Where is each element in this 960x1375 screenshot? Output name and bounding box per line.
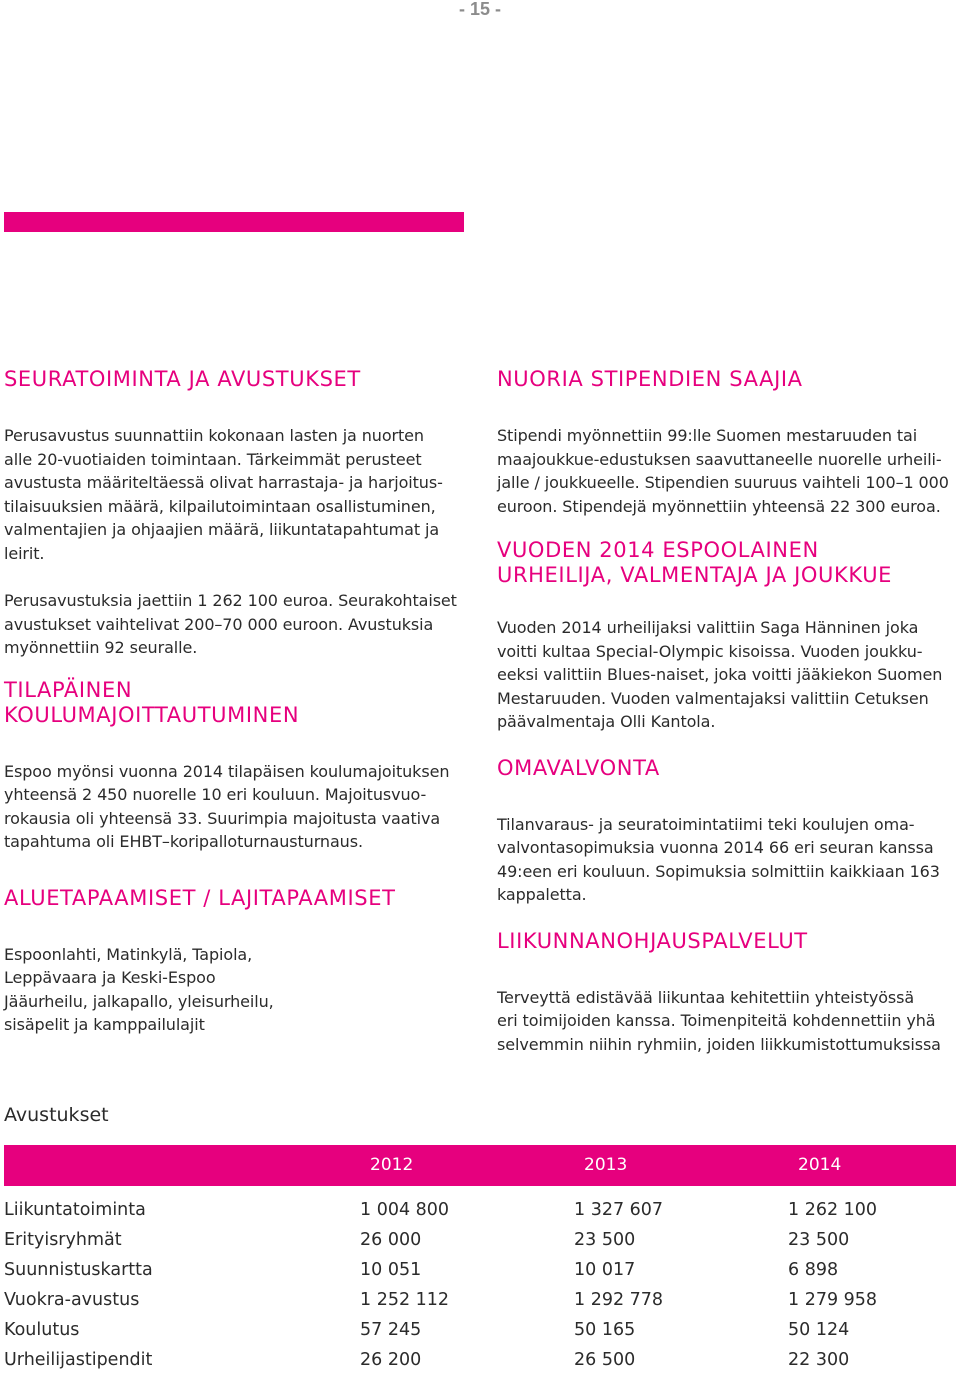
row-label: Erityisryhmät xyxy=(4,1230,122,1250)
cell-2013: 1 327 607 xyxy=(574,1200,664,1220)
cell-2013: 23 500 xyxy=(574,1230,636,1250)
table-row xyxy=(4,1315,956,1345)
cell-2014: 22 300 xyxy=(788,1350,850,1370)
column-header-2013: 2013 xyxy=(584,1155,628,1175)
heading-tilapainen: TILAPÄINEN KOULUMAJOITTAUTUMINEN xyxy=(4,677,300,727)
paragraph-liikunnanohjaus: Terveyttä edistävää liikuntaa kehitettiin yhteistyössä eri toimijoiden kanssa. Toimenpiteitä kohdennettiin yhä selvemmin niihin ryhmiin, joiden liikkumistottumuksissa xyxy=(497,987,941,1054)
cell-2014: 1 262 100 xyxy=(788,1200,878,1220)
cell-2013: 50 165 xyxy=(574,1320,636,1340)
table-row xyxy=(4,1345,956,1375)
row-label: Liikuntatoiminta xyxy=(4,1200,146,1220)
heading-omavalvonta: OMAVALVONTA xyxy=(497,755,660,780)
cell-2012: 26 200 xyxy=(360,1350,422,1370)
row-label: Urheilijastipendit xyxy=(4,1350,153,1370)
heading-seuratoiminta: SEURATOIMINTA JA AVUSTUKSET xyxy=(4,367,361,391)
cell-2014: 23 500 xyxy=(788,1230,850,1250)
paragraph-alueet: Espoonlahti, Matinkylä, Tapiola, Leppävaara ja Keski-Espoo Jääurheilu, jalkapallo, yleisurheilu, sisäpelit ja kamppailulajit xyxy=(4,944,274,1034)
paragraph-stipendit: Stipendi myönnettiin 99:lle Suomen mestaruuden tai maajoukkue-edustuksen saavuttaneelle nuorelle urheili- jalle / joukkueelle. Stipendien suuruus vaihteli 100–1 000 euroon. Stipendejä myönnettiin yhteensä 22 300 euroa. xyxy=(497,426,949,516)
row-label: Suunnistuskartta xyxy=(4,1260,153,1280)
cell-2012: 10 051 xyxy=(360,1260,422,1280)
left-column xyxy=(4,362,474,1037)
page-number: - 15 - xyxy=(458,0,501,19)
paragraph-perusavustus: Perusavustus suunnattiin kokonaan lasten ja nuorten alle 20-vuotiaiden toimintaan. Tärkeimmät perusteet avustusta määriteltäessä olivat harrastaja- ja harjoitus- tilaisuuksien määrä, kilpailutoimintaan osallistuminen, valmentajien ja ohjaajien määrä, liikuntatapahtumat ja leirit. xyxy=(4,426,443,563)
cell-2014: 50 124 xyxy=(788,1320,850,1340)
paragraph-perusavustuksia: Perusavustuksia jaettiin 1 262 100 euroa. Seurakohtaiset avustukset vaihtelivat 200–70 000 euroon. Avustuksia myönnettiin 92 seuralle. xyxy=(4,591,457,657)
table-row xyxy=(4,1225,956,1255)
row-label: Koulutus xyxy=(4,1320,80,1340)
table-row xyxy=(4,1285,956,1315)
cell-2012: 57 245 xyxy=(360,1320,422,1340)
table-body xyxy=(4,1195,956,1375)
cell-2014: 6 898 xyxy=(788,1260,839,1280)
table-title: Avustukset xyxy=(4,1104,109,1126)
column-header-2014: 2014 xyxy=(798,1155,842,1175)
cell-2012: 1 252 112 xyxy=(360,1290,450,1310)
cell-2014: 1 279 958 xyxy=(788,1290,878,1310)
paragraph-vuoden-urheilija: Vuoden 2014 urheilijaksi valittiin Saga Hänninen joka voitti kultaa Special-Olympic kisoissa. Vuoden joukku- eeksi valittiin Blues-naiset, joka voitti jääkiekon Suomen Mestaruuden. Vuoden valmentajaksi valittiin Cetuksen päävalmentaja Olli Kantola. xyxy=(497,618,943,731)
heading-nuoria-stipendien-saajia: NUORIA STIPENDIEN SAAJIA xyxy=(497,367,803,391)
paragraph-koulumajoitus: Espoo myönsi vuonna 2014 tilapäisen koulumajoituksen yhteensä 2 450 nuorelle 10 eri kouluun. Majoitusvuo- rokausia oli yhteensä 33. Suurimpia majoitusta vaativa tapahtuma oli EHBT–koripalloturnausturnaus. xyxy=(4,761,450,851)
heading-vuoden-espoolainen: VUODEN 2014 ESPOOLAINEN URHEILIJA, VALMENTAJA JA JOUKKUE xyxy=(497,538,893,587)
table-row xyxy=(4,1255,956,1285)
cell-2013: 10 017 xyxy=(574,1260,636,1280)
accent-bar xyxy=(4,212,464,232)
cell-2013: 26 500 xyxy=(574,1350,636,1370)
right-column xyxy=(497,362,952,1056)
row-label: Vuokra-avustus xyxy=(4,1290,140,1310)
paragraph-omavalvonta: Tilanvaraus- ja seuratoimintatiimi teki koulujen oma- valvontasopimuksia vuonna 2014 66 eri seuran kanssa 49:een eri kouluun. Sopimuksia solmittiin kaikkiaan 163 kappaletta. xyxy=(497,814,940,904)
cell-2013: 1 292 778 xyxy=(574,1290,664,1310)
cell-2012: 1 004 800 xyxy=(360,1200,450,1220)
table-header xyxy=(4,1145,956,1186)
column-header-2012: 2012 xyxy=(370,1155,414,1175)
heading-liikunnanohjauspalvelut: LIIKUNNANOHJAUSPALVELUT xyxy=(497,928,808,953)
heading-aluetapaamiset: ALUETAPAAMISET / LAJITAPAAMISET xyxy=(4,885,396,910)
cell-2012: 26 000 xyxy=(360,1230,422,1250)
table-row xyxy=(4,1195,956,1225)
